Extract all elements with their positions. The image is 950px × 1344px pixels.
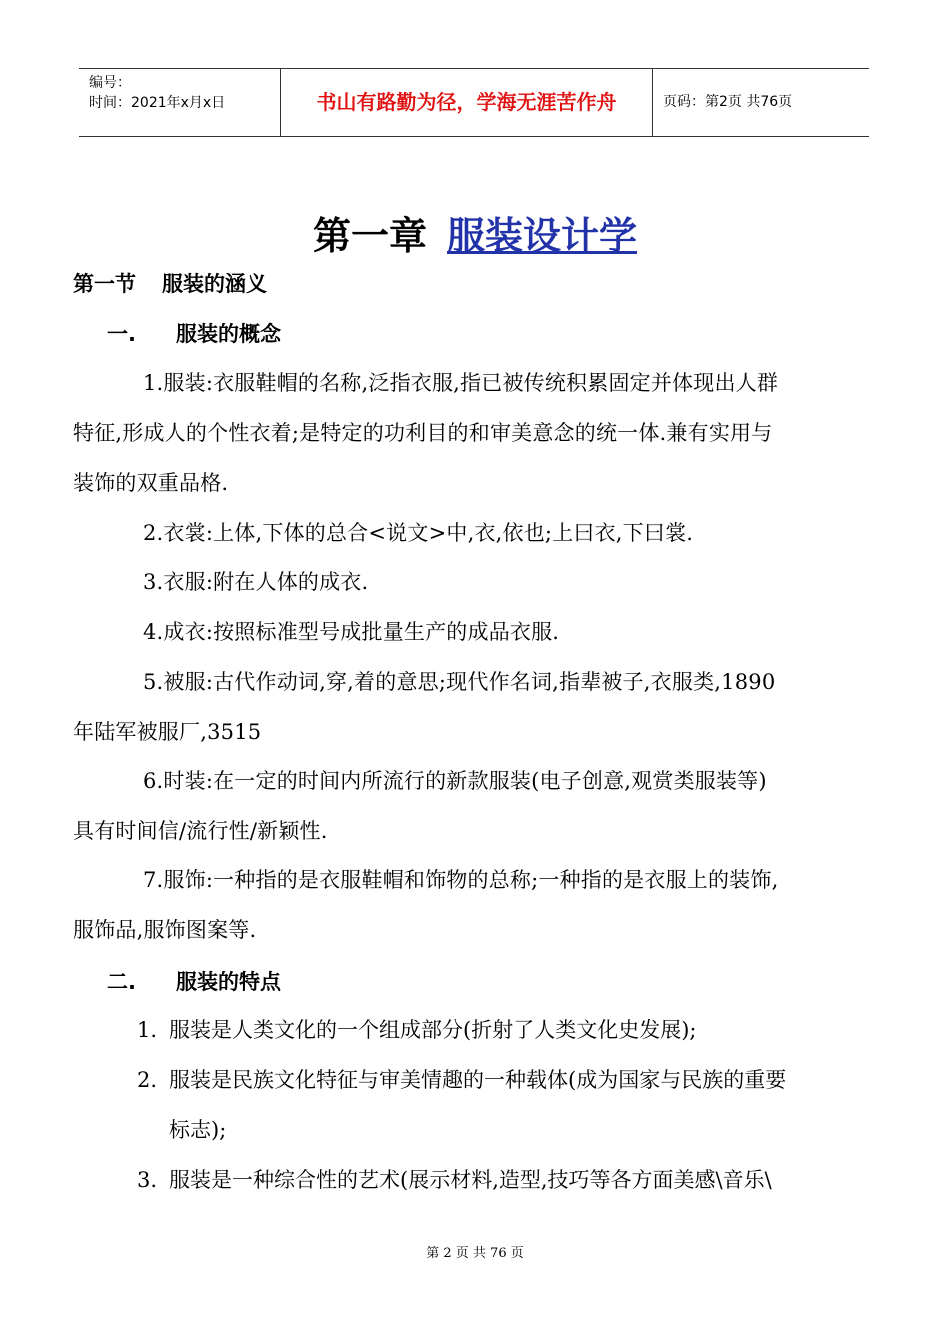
- feature-item: 2. 服装是民族文化特征与审美情趣的一种载体(成为国家与民族的重要: [137, 1068, 787, 1092]
- section-name: 服装的涵义: [162, 272, 267, 296]
- subsection-heading-2: [107, 967, 281, 997]
- concept-line: 1.服装:衣服鞋帽的名称,泛指衣服,指已被传统积累固定并体现出人群: [143, 371, 779, 395]
- feature-item: 3. 服装是一种综合性的艺术(展示材料,造型,技巧等各方面美感\音乐\: [137, 1168, 772, 1192]
- subsection-heading-1: [107, 319, 281, 349]
- chapter-subject-link[interactable]: 服装设计学: [447, 214, 638, 258]
- concept-line: 4.成衣:按照标准型号成批量生产的成品衣服.: [143, 620, 560, 644]
- header-page-info: 页码：第2页 共76页: [663, 94, 793, 110]
- concept-line: 5.被服:古代作动词,穿,着的意思;现代作名词,指辈被子,衣服类,1890: [143, 670, 776, 694]
- number-label: 编号：: [89, 75, 131, 91]
- section-heading: [73, 269, 267, 299]
- header-meta-cell: [79, 69, 281, 136]
- section-label: 第一节: [73, 272, 136, 296]
- concept-line: 服饰品,服饰图案等.: [73, 918, 257, 942]
- concept-line: 6.时装:在一定的时间内所流行的新款服装(电子创意,观赏类服装等): [143, 769, 767, 793]
- concept-line: 具有时间信/流行性/新颖性.: [73, 819, 328, 843]
- document-header: [79, 68, 869, 137]
- concept-line: 2.衣裳:上体,下体的总合<说文>中,衣,依也;上曰衣,下曰裳.: [143, 521, 694, 545]
- chapter-title: [0, 208, 950, 264]
- header-motto: 书山有路勤为径，学海无涯苦作舟: [281, 69, 653, 136]
- time-label: 时间：2021年x月x日: [89, 95, 226, 111]
- feature-item-continuation: 标志);: [169, 1118, 227, 1142]
- subsection-label: 一.: [107, 322, 136, 346]
- feature-item: 1. 服装是人类文化的一个组成部分(折射了人类文化史发展);: [137, 1018, 697, 1042]
- subsection-label: 二.: [107, 970, 136, 994]
- concept-line: 年陆军被服厂,3515: [73, 720, 262, 744]
- chapter-label: 第一章: [312, 214, 427, 258]
- subsection-name: 服装的概念: [175, 322, 281, 346]
- concept-line: 特征,形成人的个性衣着;是特定的功利目的和审美意念的统一体.兼有实用与: [73, 421, 773, 445]
- concept-line: 装饰的双重品格.: [73, 471, 229, 495]
- concept-line: 3.衣服:附在人体的成衣.: [143, 570, 369, 594]
- concept-line: 7.服饰:一种指的是衣服鞋帽和饰物的总称;一种指的是衣服上的装饰,: [143, 868, 779, 892]
- page-footer: 第 2 页 共 76 页: [426, 1246, 524, 1261]
- subsection-name: 服装的特点: [175, 970, 281, 994]
